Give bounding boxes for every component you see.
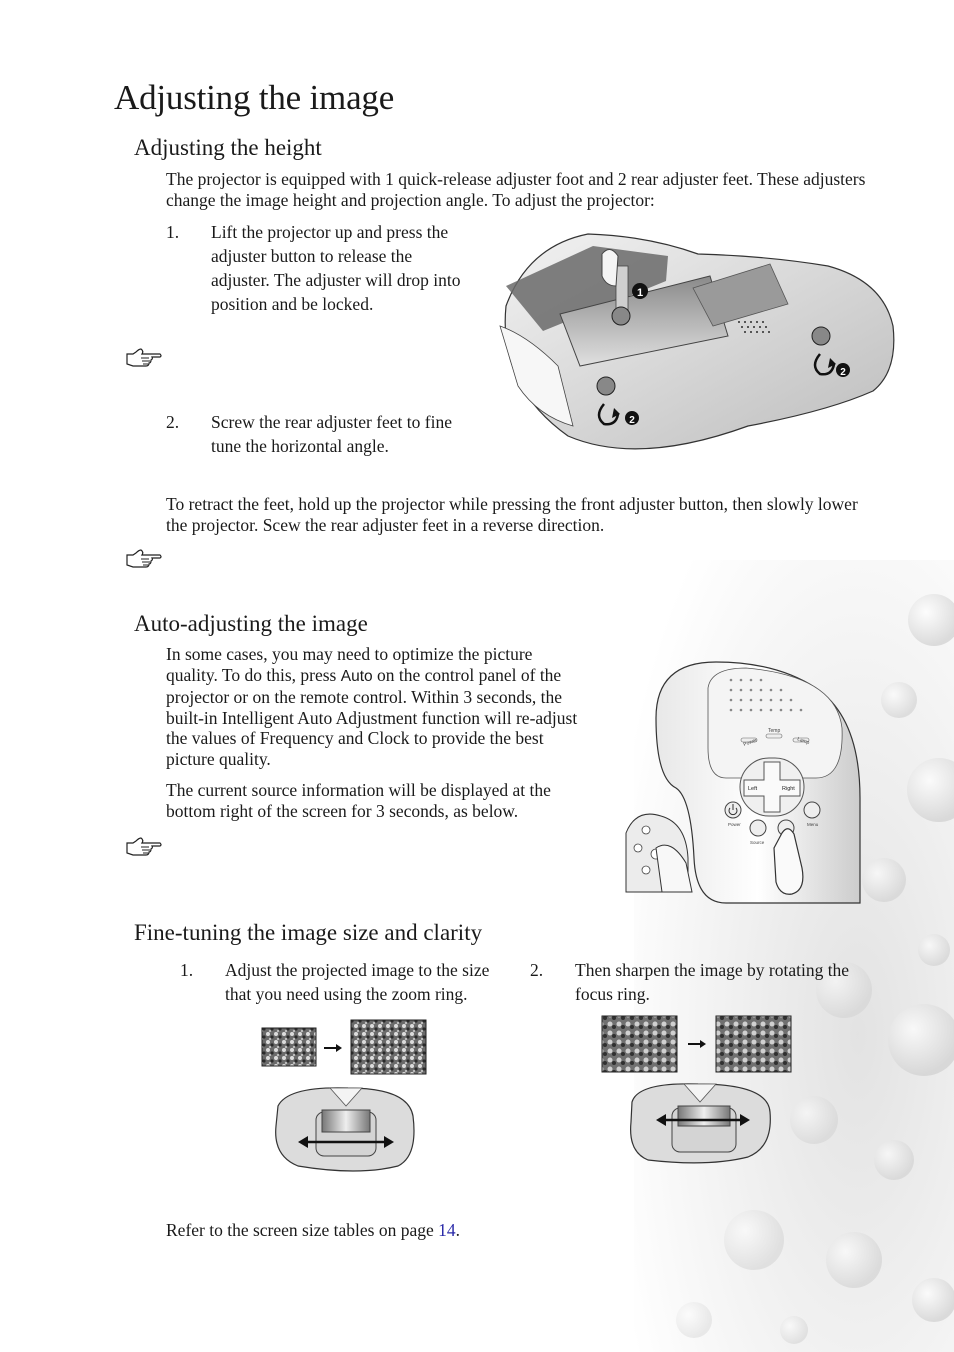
label-left: Left <box>748 786 758 792</box>
callout-2-left: 2 <box>629 415 635 426</box>
page-title: Adjusting the image <box>114 78 395 117</box>
label-temp: Temp <box>768 728 781 734</box>
height-step1-text: Lift the projector up and press the adjuster button to release the adjuster. The adjuster will drop into position and be locked. <box>211 222 461 314</box>
label-menu: Menu <box>807 822 819 827</box>
refer-period: . <box>455 1220 460 1240</box>
fine-step1-number: 1. <box>180 960 194 980</box>
hand-pointer-icon <box>124 546 164 570</box>
callout-2-right: 2 <box>840 367 846 378</box>
height-step2-number: 2. <box>166 412 180 432</box>
callout-1: 1 <box>636 287 644 299</box>
label-power: Power <box>742 737 759 748</box>
fine-step1-text: Adjust the projected image to the size that you need using the zoom ring. <box>225 960 490 1004</box>
hand-pointer-icon <box>124 345 164 369</box>
label-right: Right <box>782 786 795 792</box>
fine-step2-text: Then sharpen the image by rotating the focus ring. <box>575 960 850 1004</box>
section-heading-fine: Fine-tuning the image size and clarity <box>134 920 483 945</box>
refer-paragraph <box>166 1220 666 1241</box>
auto-para1-start: In some cases, you may need to optimize the picture quality. To do this, press <box>166 644 533 685</box>
hand-pointer-icon <box>124 834 164 858</box>
height-step2-text: Screw the rear adjuster feet to fine tune the horizontal angle. <box>211 412 452 456</box>
refer-text: Refer to the screen size tables on page <box>166 1220 439 1240</box>
zoom-ring-illustration <box>258 1016 433 1186</box>
section-heading-height: Adjusting the height <box>134 135 322 160</box>
control-panel-illustration <box>616 658 862 908</box>
page-link-14[interactable]: 14 <box>438 1220 456 1240</box>
retract-paragraph: To retract the feet, hold up the projector while pressing the front adjuster button, then slowly lower the projector. Scew the rear adjuster feet in a reverse direction. <box>166 494 858 535</box>
fine-step2-number: 2. <box>530 960 544 980</box>
auto-para1-end: on the control panel of the projector or on the remote control. Within 3 seconds, the built-in Intelligent Auto Adjustment function will re-adjust the values of Frequency and Clock to provide the best picture quality. <box>166 664 578 769</box>
label-power-2: Power <box>728 822 741 827</box>
section-heading-auto: Auto-adjusting the image <box>134 611 368 636</box>
label-source: Source <box>750 840 765 845</box>
height-intro: The projector is equipped with 1 quick-release adjuster foot and 2 rear adjuster feet. These adjusters change the image height and projection angle. To adjust the projector: <box>166 169 866 210</box>
auto-paragraph-2: The current source information will be displayed at the bottom right of the screen for 3 seconds, as below. <box>166 780 551 821</box>
projector-feet-illustration <box>498 226 898 458</box>
height-step1-number: 1. <box>166 222 180 242</box>
auto-key-label: Auto <box>340 667 373 685</box>
focus-ring-illustration <box>598 1012 798 1172</box>
label-lamp: Lamp <box>796 736 811 747</box>
auto-paragraph-1 <box>166 644 586 769</box>
